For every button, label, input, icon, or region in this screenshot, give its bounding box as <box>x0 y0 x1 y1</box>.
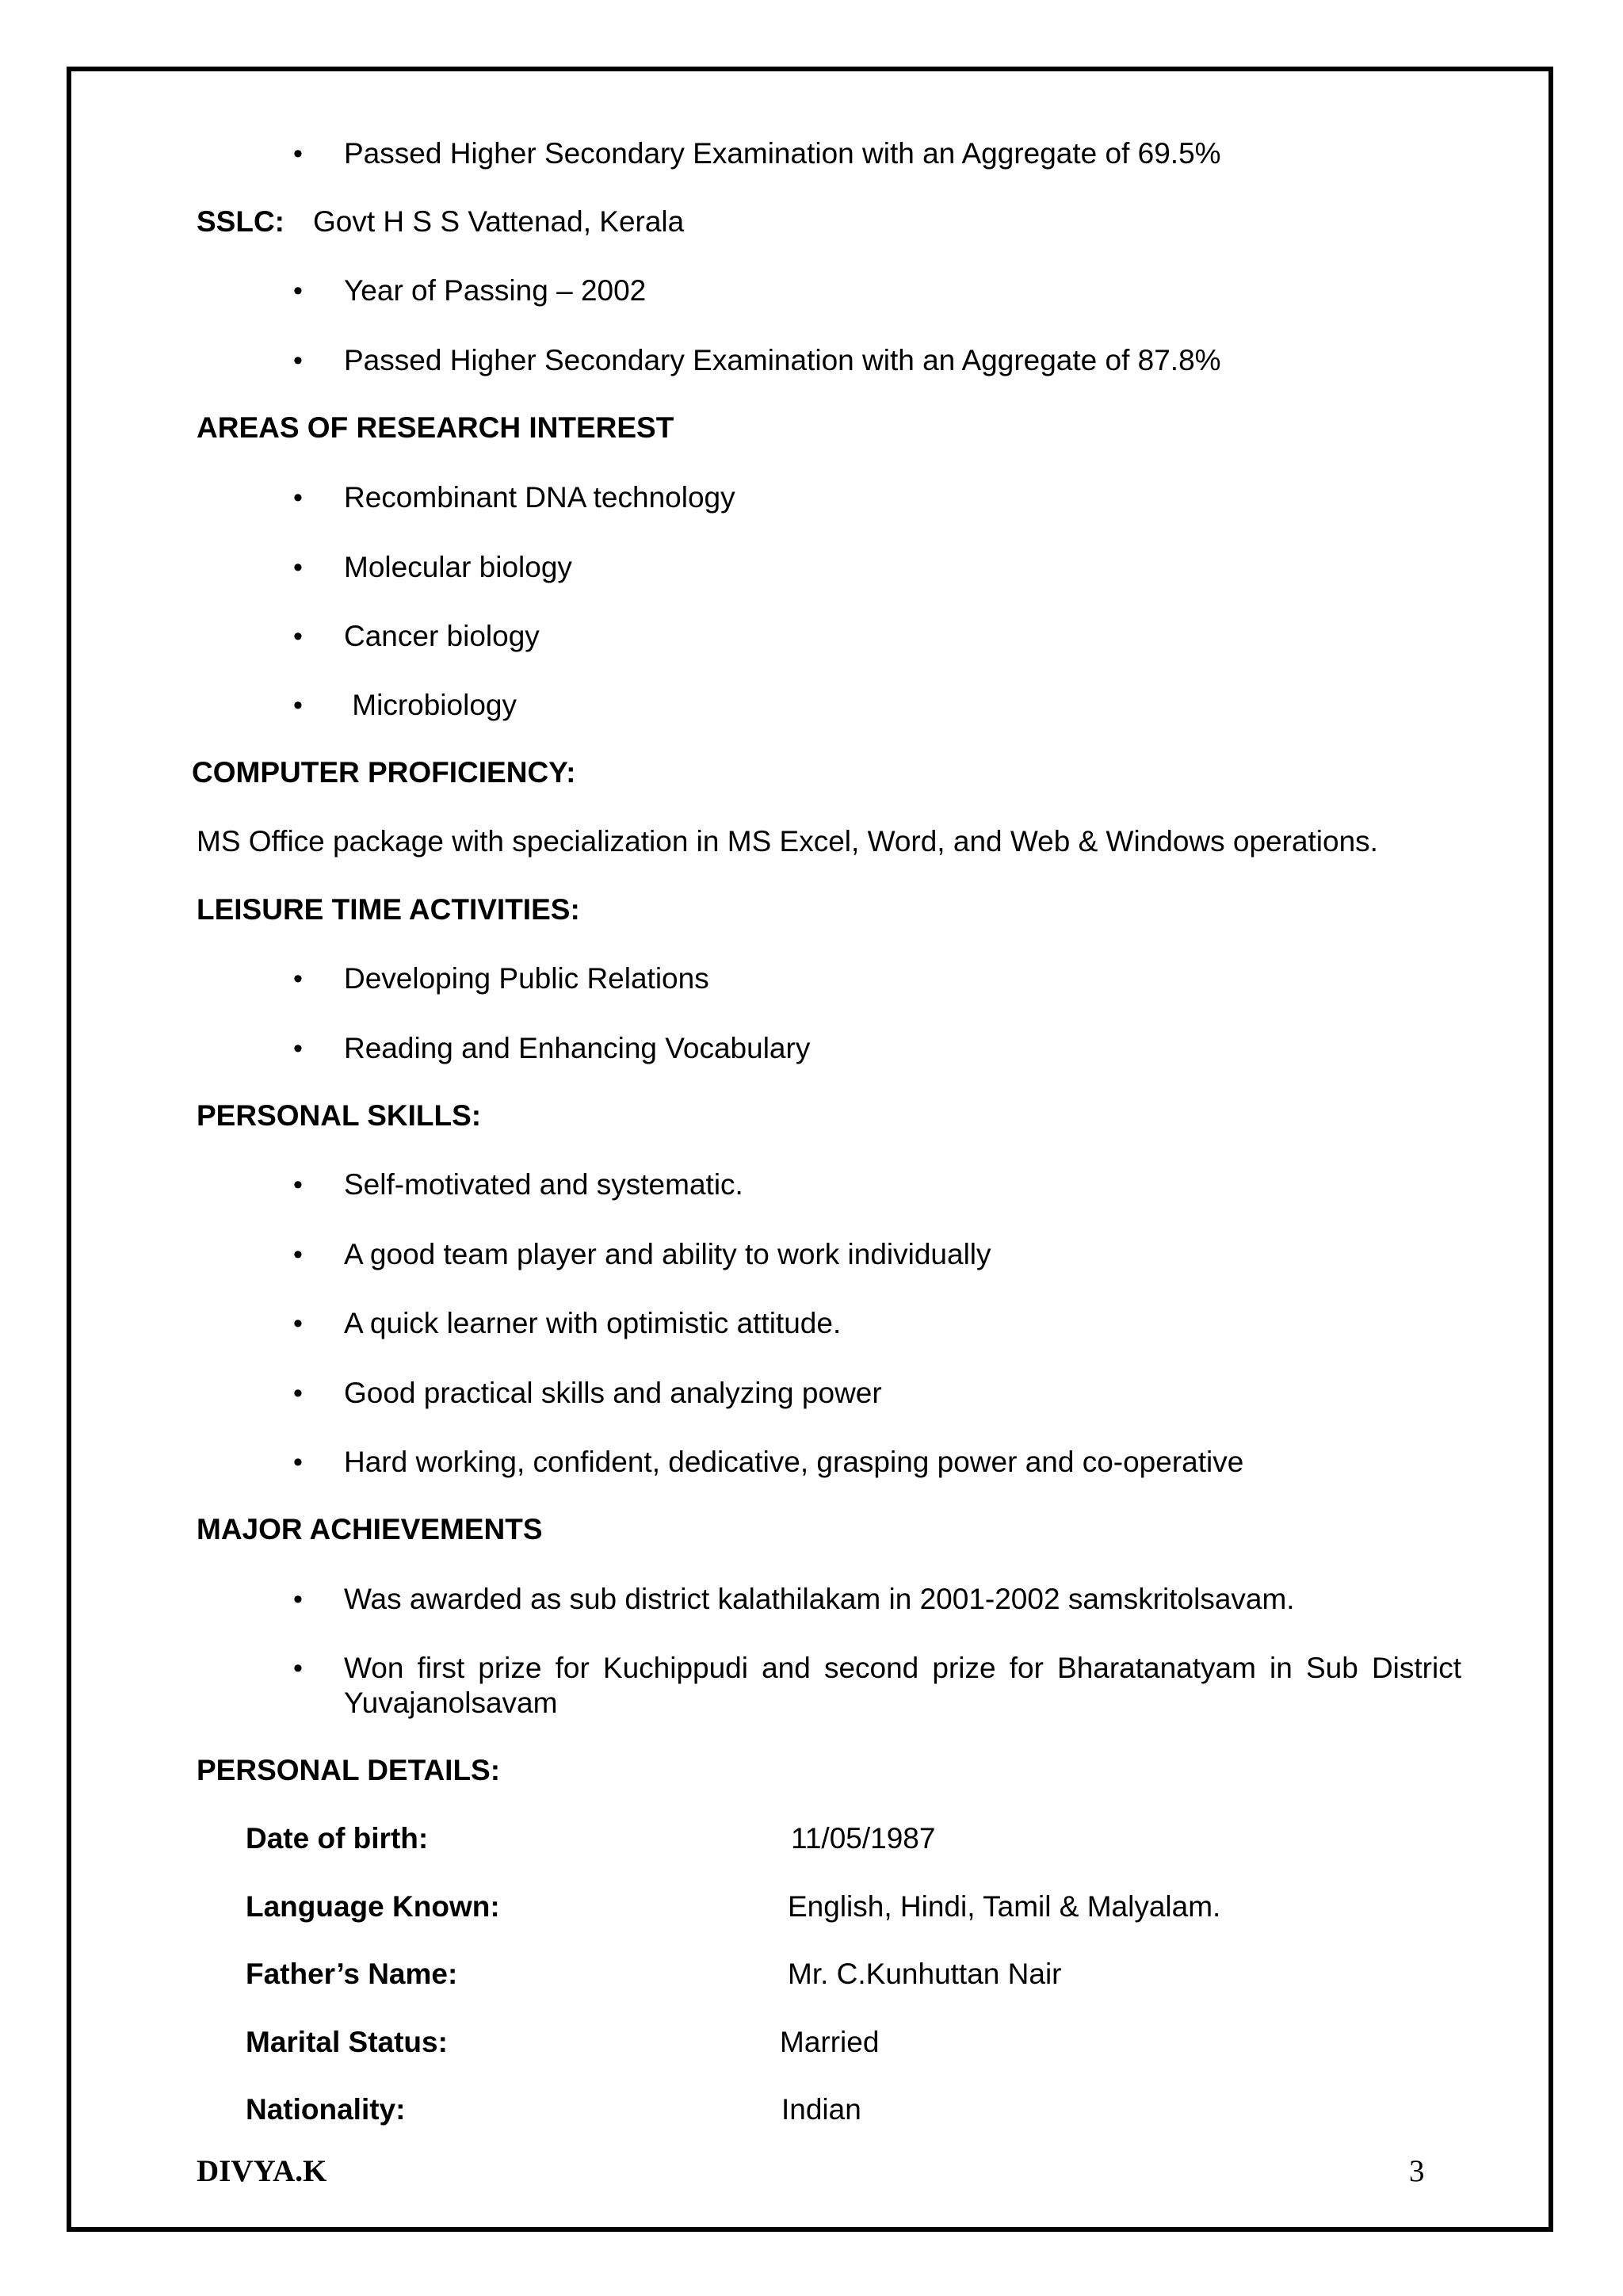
achievement-line: Won first prize for Kuchippudi and second prize for Bharatanatyam in Sub District <box>344 1652 1461 1684</box>
achievement-item <box>344 1651 1461 1721</box>
bullet-icon: • <box>293 1653 303 1683</box>
detail-label: Father’s Name: <box>246 1958 458 1990</box>
bullet-icon: • <box>293 1378 303 1408</box>
computer-text: MS Office package with specialization in MS Excel, Word, and Web & Windows operations. <box>197 825 1378 858</box>
detail-label: Language Known: <box>246 1890 500 1923</box>
detail-value: Mr. C.Kunhuttan Nair <box>788 1958 1062 1990</box>
detail-label: Nationality: <box>246 2093 406 2126</box>
sslc-item: Passed Higher Secondary Examination with an Aggregate of 87.8% <box>344 344 1221 376</box>
detail-label: Marital Status: <box>246 2026 448 2058</box>
sslc-item: Year of Passing – 2002 <box>344 274 647 307</box>
sslc-school: Govt H S S Vattenad, Kerala <box>313 205 685 238</box>
leisure-heading: LEISURE TIME ACTIVITIES: <box>197 893 580 926</box>
bullet-icon: • <box>293 1308 303 1339</box>
detail-value: Indian <box>781 2093 861 2126</box>
leisure-item: Developing Public Relations <box>344 962 709 995</box>
bullet-icon: • <box>293 690 303 720</box>
skill-item: Self-motivated and systematic. <box>344 1168 743 1201</box>
research-item: Cancer biology <box>344 620 540 652</box>
detail-label: Date of birth: <box>246 1822 429 1855</box>
achievement-line: Yuvajanolsavam <box>344 1687 558 1719</box>
skill-item: A good team player and ability to work individually <box>344 1238 991 1270</box>
research-item: Molecular biology <box>344 551 572 583</box>
achievements-heading: MAJOR ACHIEVEMENTS <box>197 1513 543 1545</box>
bullet-icon: • <box>293 139 303 169</box>
bullet-icon: • <box>293 621 303 651</box>
footer-name: DIVYA.K <box>197 2154 327 2188</box>
page-number: 3 <box>1409 2154 1425 2188</box>
research-item: Microbiology <box>344 689 517 721</box>
achievement-item: Was awarded as sub district kalathilakam in 2001-2002 samskritolsavam. <box>344 1583 1295 1615</box>
personal-heading: PERSONAL DETAILS: <box>197 1754 501 1786</box>
research-heading: AREAS OF RESEARCH INTEREST <box>197 411 674 444</box>
bullet-icon: • <box>293 1170 303 1200</box>
bullet-icon: • <box>293 346 303 376</box>
bullet-icon: • <box>293 1033 303 1064</box>
research-item: Recombinant DNA technology <box>344 481 735 514</box>
skill-item: Good practical skills and analyzing power <box>344 1377 882 1409</box>
skills-heading: PERSONAL SKILLS: <box>197 1099 482 1132</box>
detail-value: Married <box>780 2026 880 2058</box>
bullet-icon: • <box>293 1240 303 1270</box>
bullet-icon: • <box>293 964 303 994</box>
bullet-icon: • <box>293 1584 303 1614</box>
skill-item: Hard working, confident, dedicative, grasping power and co-operative <box>344 1446 1244 1478</box>
hsc-aggregate-item: Passed Higher Secondary Examination with an Aggregate of 69.5% <box>344 137 1221 170</box>
bullet-icon: • <box>293 1447 303 1477</box>
bullet-icon: • <box>293 552 303 583</box>
bullet-icon: • <box>293 276 303 306</box>
detail-value: English, Hindi, Tamil & Malyalam. <box>788 1890 1221 1923</box>
computer-heading: COMPUTER PROFICIENCY: <box>192 756 576 789</box>
detail-value: 11/05/1987 <box>791 1822 936 1855</box>
sslc-label: SSLC: <box>197 205 285 238</box>
leisure-item: Reading and Enhancing Vocabulary <box>344 1032 811 1064</box>
bullet-icon: • <box>293 483 303 513</box>
skill-item: A quick learner with optimistic attitude. <box>344 1307 842 1339</box>
